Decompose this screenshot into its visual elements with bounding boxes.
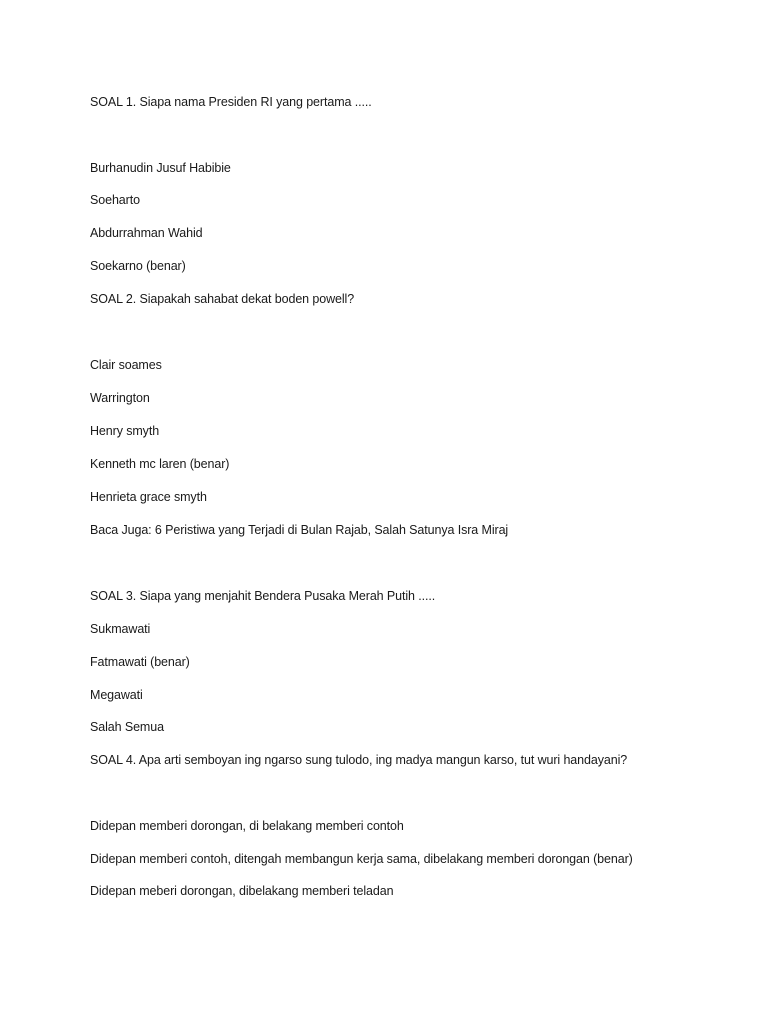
question-3-option-2: Fatmawati (benar) [90,655,190,669]
question-4-option-1: Didepan memberi dorongan, di belakang memberi contoh [90,819,404,833]
question-3-option-3: Megawati [90,688,143,702]
question-2-option-5: Henrieta grace smyth [90,490,207,504]
question-2-option-3: Henry smyth [90,424,160,438]
related-article-link[interactable]: Baca Juga: 6 Peristiwa yang Terjadi di Bulan Rajab, Salah Satunya Isra Miraj [90,523,509,537]
question-2-option-4: Kenneth mc laren (benar) [90,457,230,471]
question-2-option-1: Clair soames [90,358,162,372]
question-2: SOAL 2. Siapakah sahabat dekat boden powell? [90,292,355,306]
question-1: SOAL 1. Siapa nama Presiden RI yang pertama ..... [90,95,372,109]
question-3: SOAL 3. Siapa yang menjahit Bendera Pusaka Merah Putih ..... [90,589,436,603]
question-4: SOAL 4. Apa arti semboyan ing ngarso sung tulodo, ing madya mangun karso, tut wuri handayani? [90,753,628,767]
question-4-option-3: Didepan meberi dorongan, dibelakang memberi teladan [90,884,394,898]
question-3-option-1: Sukmawati [90,622,151,636]
question-3-option-4: Salah Semua [90,720,164,734]
question-1-option-2: Soeharto [90,193,140,207]
question-1-option-4: Soekarno (benar) [90,259,186,273]
question-1-option-1: Burhanudin Jusuf Habibie [90,161,231,175]
question-2-option-2: Warrington [90,391,150,405]
question-4-option-2: Didepan memberi contoh, ditengah membangun kerja sama, dibelakang memberi dorongan (benar) [90,852,633,866]
question-1-option-3: Abdurrahman Wahid [90,226,203,240]
